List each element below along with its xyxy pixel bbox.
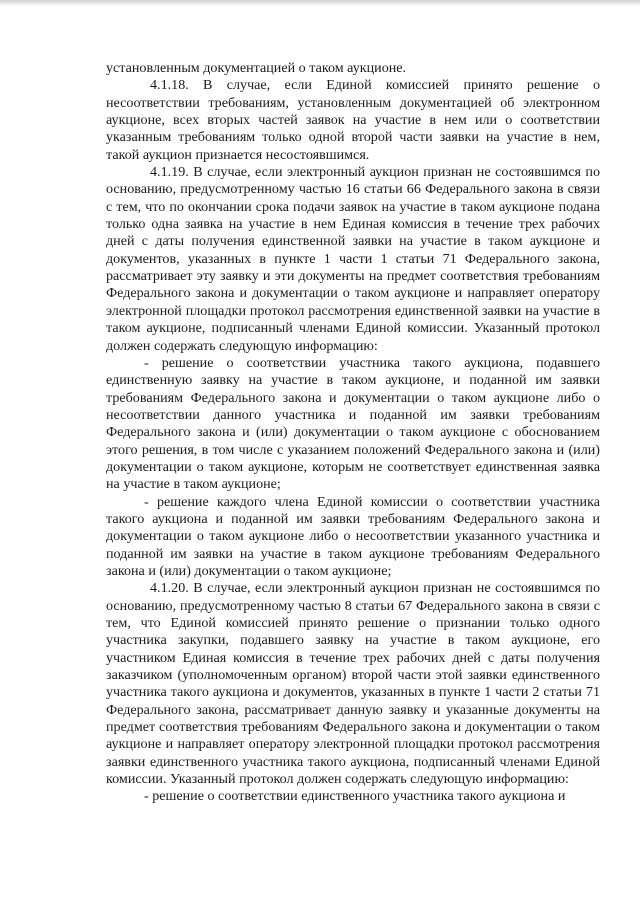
paragraph-continuation: установленным документацией о таком аукционе. — [106, 60, 407, 76]
paragraph-4-1-18: 4.1.18. В случае, если Единой комиссией принято решение о несоответствии требованиям, установленным документацией об электронном аукционе, всех вторых частей заявок на участие в нем или о соответствии указанным требованиям только одной второй части заявки на участие в нем, такой аукцион признается несостоявшимся. — [106, 77, 600, 163]
list-item-single-participant: - решение о соответствии единственного участника такого аукциона и — [144, 788, 566, 805]
list-item-member-decision: - решение каждого члена Единой комиссии о соответствии участника такого аукциона и поданной им заявки требованиям Федерального закона и документации о таком аукционе либо о несоответствии указанного участника и поданной им заявки на участие в таком аукционе требованиям Федерального закона и (или) документации о таком аукционе; — [106, 493, 600, 579]
paragraph-4-1-20: 4.1.20. В случае, если электронный аукцион признан не состоявшимся по основанию, предусмотренному частью 8 статьи 67 Федерального закона в связи с тем, что Единой комиссией принято решение о признании только одного участника закупки, подавшего заявку на участие в таком аукционе, его участником Единая комиссия в течение трех рабочих дней с даты получения заказчиком (уполномоченным органом) второй части этой заявки единственного участника такого аукциона и документов, указанных в пункте 1 части 2 статьи 71 Федерального закона, рассматривает данную заявку и указанные документы на предмет соответствия требованиям Федерального закона и документации о таком аукционе и направляет оператору электронной площадки протокол рассмотрения заявки единственного участника такого аукциона, подписанный членами Единой комиссии. Указанный протокол должен содержать следующую информацию: — [106, 580, 600, 788]
scan-top-edge — [0, 0, 640, 6]
document-page — [106, 60, 600, 806]
paragraph-4-1-19: 4.1.19. В случае, если электронный аукцион признан не состоявшимся по основанию, предусмотренному частью 16 статьи 66 Федерального закона в связи с тем, что по окончании срока подачи заявок на участие в таком аукционе подана только одна заявка на участие в нем Единая комиссия в течение трех рабочих дней с даты получения единственной заявки на участие в таком аукционе и документов, указанных в пункте 1 части 1 статьи 71 Федерального закона, рассматривает эту заявку и эти документы на предмет соответствия требованиям Федерального закона и документации о таком аукционе и направляет оператору электронной площадки протокол рассмотрения единственной заявки на участие в таком аукционе, подписанный членами Единой комиссии. Указанный протокол должен содержать следующую информацию: — [106, 164, 600, 354]
list-item-decision-compliance: - решение о соответствии участника такого аукциона, подавшего единственную заявку на участие в таком аукционе, и поданной им заявки требованиям Федерального закона и документации о таком аукционе либо о несоответствии данного участника и поданной им заявки требованиям Федерального закона и (или) документации о таком аукционе с обоснованием этого решения, в том числе с указанием положений Федерального закона и (или) документации о таком аукционе, которым не соответствует единственная заявка на участие в таком аукционе; — [106, 354, 600, 493]
